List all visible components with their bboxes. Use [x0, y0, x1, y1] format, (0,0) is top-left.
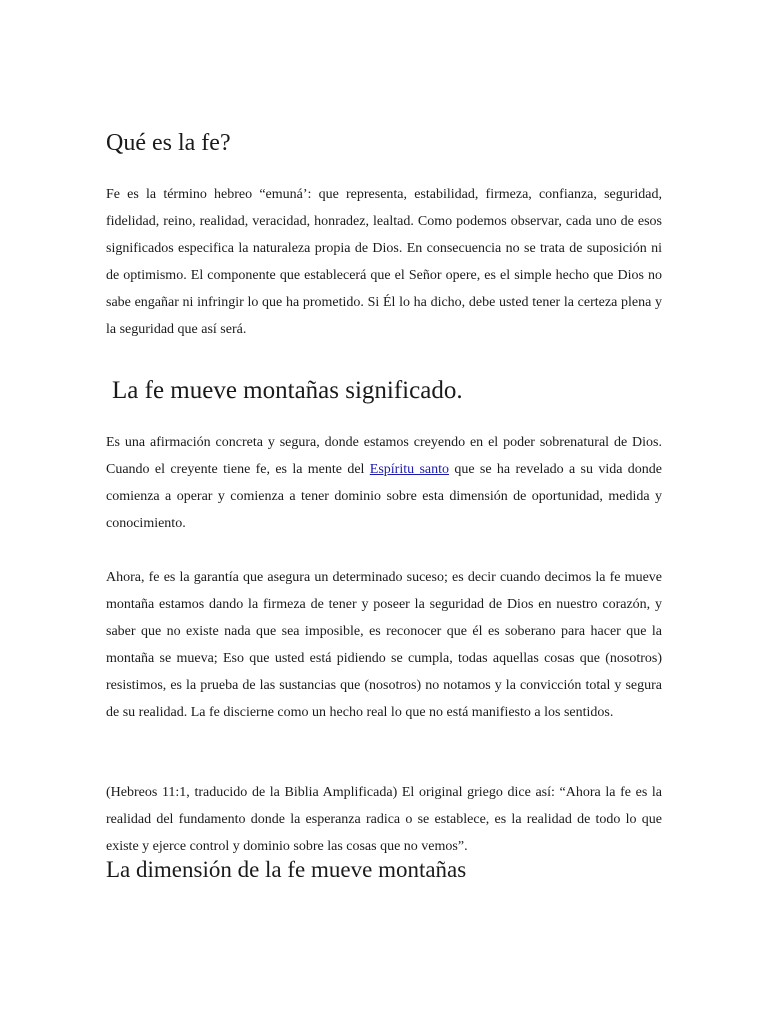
espiritu-santo-link[interactable]: Espíritu santo [369, 462, 450, 477]
paragraph-afirmacion [106, 429, 662, 537]
heading-dimension-fe: La dimensión de la fe mueve montañas [106, 857, 467, 882]
heading-fe-mueve-montanas: La fe mueve montañas significado. [112, 377, 463, 404]
heading-que-es-la-fe: Qué es la fe? [106, 130, 231, 156]
paragraph-hebreos: (Hebreos 11:1, traducido de la Biblia Amplificada) El original griego dice así: “Ahora la fe es la realidad del fundamento donde la esperanza radica o se establece, es la realidad de todo lo que existe y ejerce control y dominio sobre las cosas que no vemos”. [106, 785, 662, 854]
paragraph-text-before-link: Es una afirmación concreta y segura, donde estamos creyendo en el poder sobrenatural de Dios. Cuando el creyente tiene fe, es la mente del [106, 435, 662, 477]
paragraph-emuna: Fe es la término hebreo “emuná’: que representa, estabilidad, firmeza, confianza, seguridad, fidelidad, reino, realidad, veracidad, honradez, lealtad. Como podemos observar, cada uno de esos significados especifica la naturaleza propia de Dios. En consecuencia no se trata de suposición ni de optimismo. El componente que establecerá que el Señor opere, es el simple hecho que Dios no sabe engañar ni infringir lo que ha prometido. Si Él lo ha dicho, debe usted tener la certeza plena y la seguridad que así será. [106, 187, 662, 337]
paragraph-text-after-link: que se ha revelado a su vida donde comienza a operar y comienza a tener dominio sobre esta dimensión de oportunidad, medida y conocimiento. [106, 462, 662, 531]
paragraph-garantia: Ahora, fe es la garantía que asegura un determinado suceso; es decir cuando decimos la fe mueve montaña estamos dando la firmeza de tener y poseer la seguridad de Dios en nuestro corazón, y saber que no existe nada que sea imposible, es reconocer que él es soberano para hacer que la montaña se mueva; Eso que usted está pidiendo se cumpla, todas aquellas cosas que (nosotros) resistimos, es la prueba de las sustancias que (nosotros) no notamos y la convicción total y segura de su realidad. La fe discierne como un hecho real lo que no está manifiesto a los sentidos. [106, 570, 662, 720]
